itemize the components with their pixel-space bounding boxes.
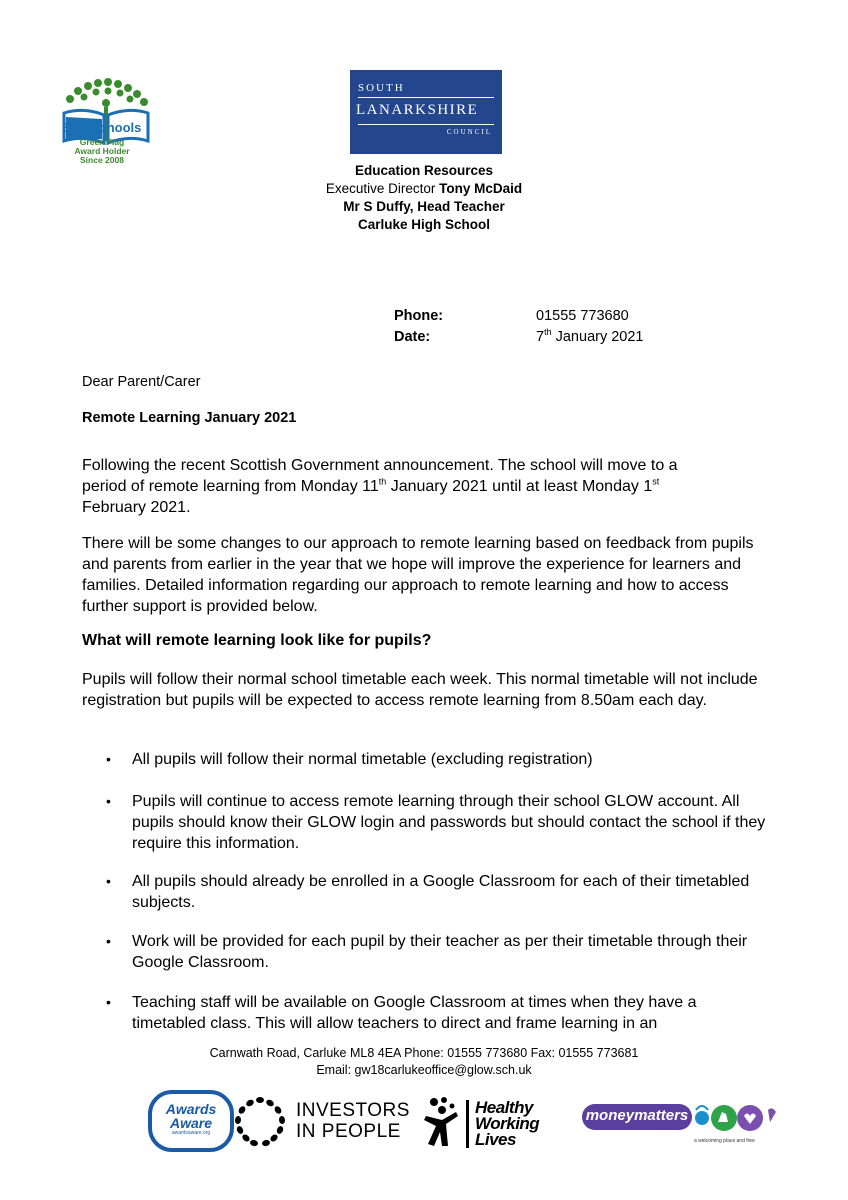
healthy-working-lives-figure-icon: [422, 1096, 462, 1148]
council-logo-line-3: COUNCIL: [446, 128, 492, 136]
bullet-item: Work will be provided for each pupil by their teacher as per their timetable through their Google Classroom.: [132, 933, 748, 971]
bullet-marker: •: [106, 751, 111, 767]
p1-text-a: period of remote learning from Monday 11: [82, 478, 379, 495]
money-matters-logo: moneymatters: [582, 1104, 692, 1130]
eco-schools-subtitle: [52, 138, 152, 165]
director-name: Tony McDaid: [439, 181, 523, 196]
footer-email: Email: gw18carlukeoffice@glow.sch.uk: [316, 1063, 532, 1077]
paragraph-1: [82, 455, 772, 518]
bullet-item: All pupils should already be enrolled in a Google Classroom for each of their timetabled subjects.: [132, 873, 750, 911]
executive-director: [0, 180, 848, 198]
investors-line-2: IN PEOPLE: [296, 1121, 401, 1142]
phone-label: Phone:: [394, 308, 444, 324]
date-value: [536, 329, 644, 345]
head-teacher: Mr S Duffy, Head Teacher: [343, 199, 505, 214]
section-heading: What will remote learning look like for pupils?: [82, 632, 432, 649]
footer-contact: [0, 1045, 848, 1079]
eco-line-2: Award Holder: [74, 146, 130, 156]
council-logo-line-1: SOUTH: [358, 82, 405, 94]
council-logo-rule: [358, 97, 494, 98]
paragraph-1-line-1: Following the recent Scottish Government announcement. The school will move to a: [82, 457, 678, 474]
bullet-marker: •: [106, 994, 111, 1010]
bullet-item: Pupils will continue to access remote learning through their school GLOW account. All pupils should know their GLOW login and passwords but should contact the school if they require this information.: [132, 793, 766, 852]
p1-sup-1: th: [378, 476, 387, 487]
letterhead: [0, 162, 848, 234]
investors-line-1: INVESTORS: [296, 1100, 410, 1121]
paragraph-1-line-3: February 2021.: [82, 499, 191, 516]
hwl-line-2: Working: [475, 1114, 540, 1133]
school-name: Carluke High School: [357, 217, 491, 232]
bullet-marker: •: [106, 873, 111, 889]
date-label: Date:: [394, 329, 431, 345]
healthy-working-lives-text: [466, 1100, 539, 1148]
date-suffix: th: [544, 327, 552, 338]
director-prefix: Executive Director: [325, 181, 440, 196]
p1-sup-2: st: [652, 476, 660, 487]
paragraph-1-line-2: [82, 476, 772, 497]
phone-value: 01555 773680: [536, 308, 629, 324]
letter-subject: Remote Learning January 2021: [82, 410, 297, 426]
eco-line-3: Since 2008: [80, 155, 124, 165]
investors-in-people-laurel-icon: [232, 1094, 288, 1148]
paragraph-2: There will be some changes to our approach to remote learning based on feedback from pupils and parents from earlier in the year that we hope will improve the experience for learners and families. Detailed information regarding our approach to remote learning and how to access further support is provided below.: [82, 535, 754, 615]
eco-schools-title: Eco-Schools: [62, 120, 142, 135]
wellbeing-icons: [694, 1100, 780, 1136]
awards-aware-line-3: awardsaware.org: [171, 1130, 211, 1136]
salutation: Dear Parent/Carer: [82, 374, 201, 390]
council-logo-line-2: LANARKSHIRE: [356, 102, 479, 118]
bullet-item: All pupils will follow their normal timetable (excluding registration): [132, 751, 593, 768]
p1-text-b: January 2021 until at least Monday 1: [386, 478, 653, 495]
council-logo: [350, 70, 502, 154]
awards-aware-logo: [148, 1090, 234, 1152]
department: Education Resources: [354, 163, 494, 178]
awards-aware-line-1: Awards: [165, 1101, 217, 1117]
hwl-line-1: Healthy: [475, 1098, 533, 1117]
investors-in-people-text: [296, 1100, 410, 1142]
wellbeing-tagline: a welcoming place and free: [694, 1138, 755, 1144]
eco-line-1: Green Flag: [79, 137, 125, 147]
money-matters-subtitle: Advice Service: [640, 1126, 674, 1132]
date-rest: January 2021: [551, 329, 644, 345]
bullet-marker: •: [106, 933, 111, 949]
footer-address: Carnwath Road, Carluke ML8 4EA Phone: 01555 773680 Fax: 01555 773681: [209, 1046, 639, 1060]
council-logo-rule: [358, 124, 494, 125]
paragraph-3: Pupils will follow their normal school timetable each week. This normal timetable will not include registration but pupils will be expected to access remote learning from 8.50am each day.: [82, 671, 758, 709]
bullet-item: Teaching staff will be available on Google Classroom at times when they have a timetabled class. This will allow teachers to direct and frame learning in an: [132, 994, 697, 1032]
hwl-line-3: Lives: [475, 1130, 516, 1149]
date-day: 7: [536, 329, 545, 345]
bullet-marker: •: [106, 793, 111, 809]
awards-aware-line-2: Aware: [169, 1115, 213, 1131]
